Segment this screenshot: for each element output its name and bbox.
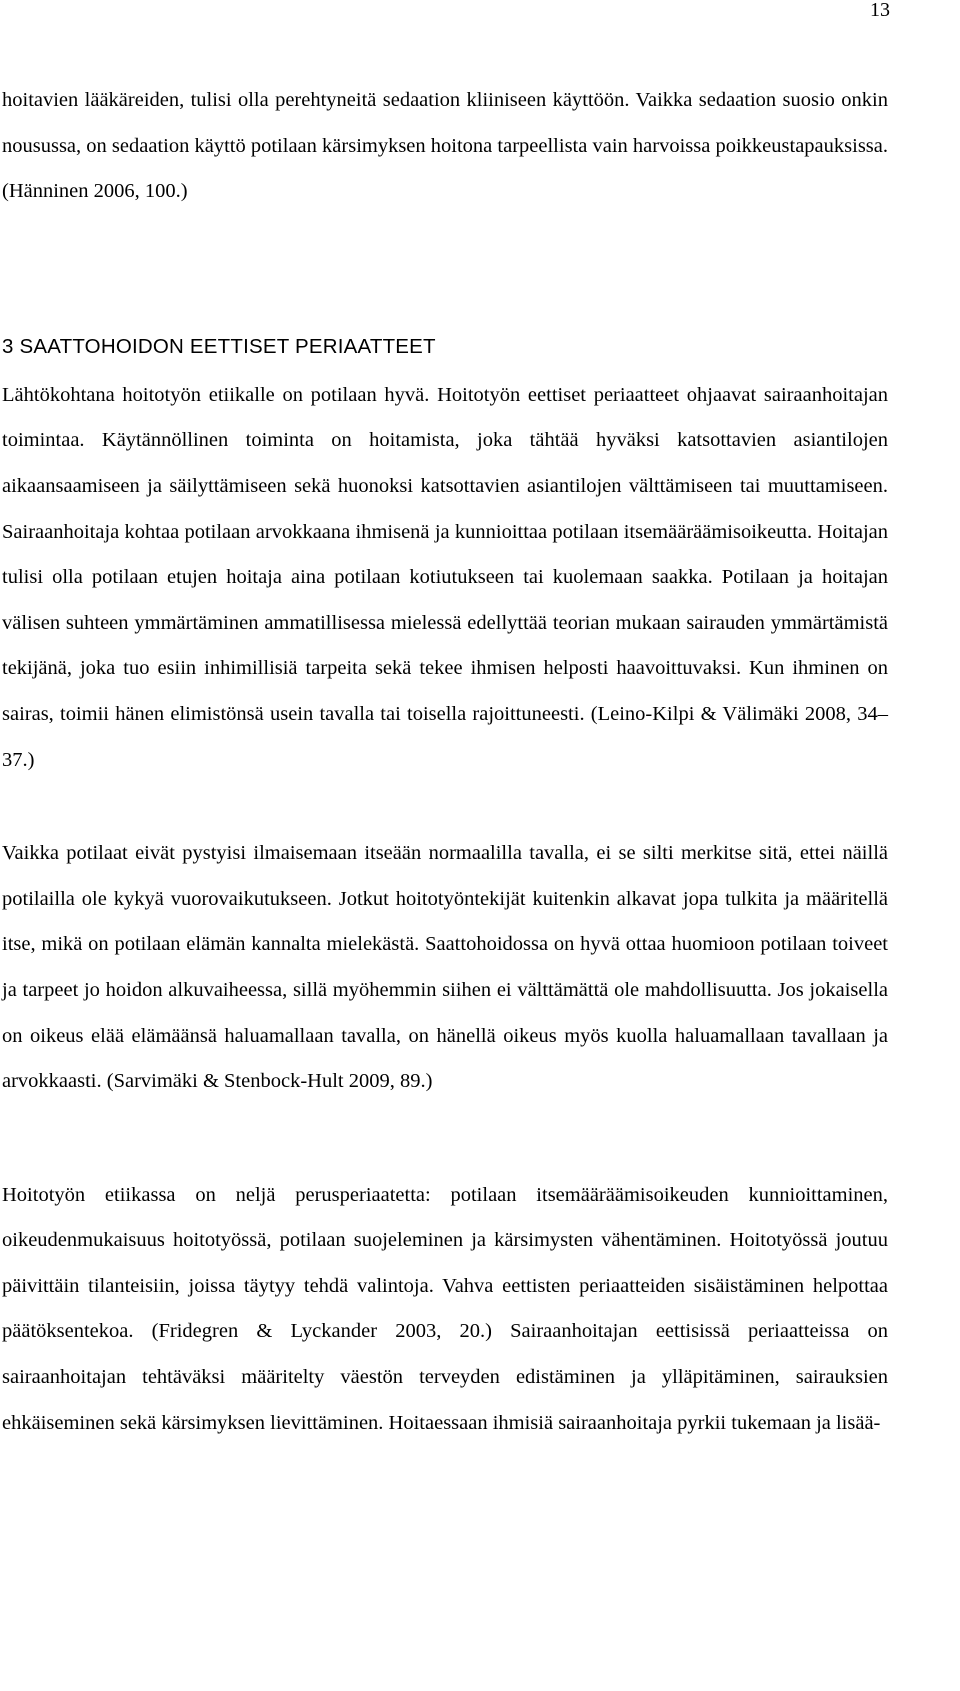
document-body (2, 78, 888, 1446)
paragraph-principles: Hoitotyön etiikassa on neljä perusperiaatetta: potilaan itsemääräämisoikeuden kunnioittaminen, oikeudenmukaisuus hoitotyössä, potilaan suojeleminen ja kärsimysten vähentäminen. Hoitotyössä joutuu päivittäin tilanteisiin, joissa täytyy tehdä valintoja. Vahva eettisten periaatteiden sisäistäminen helpottaa päätöksentekoa. (Fridegren & Lyckander 2003, 20.) Sairaanhoitajan eettisissä periaatteissa on sairaanhoitajan tehtäväksi määritelty väestön terveyden edistäminen ja ylläpitäminen, sairauksien ehkäiseminen sekä kärsimyksen lievittäminen. Hoitaessaan ihmisiä sairaanhoitaja pyrkii tukemaan ja lisää- (2, 1183, 888, 1434)
page-number: 13 (870, 0, 890, 21)
paragraph-ethics-basis: Lähtökohtana hoitotyön etiikalle on potilaan hyvä. Hoitotyön eettiset periaatteet ohjaavat sairaanhoitajan toimintaa. Käytännöllinen toiminta on hoitamista, joka tähtää hyväksi katsottavien asiantilojen aikaansaamiseen ja säilyttämiseen sekä huonoksi katsottavien asiantilojen välttämiseen tai muuttamiseen. Sairaanhoitaja kohtaa potilaan arvokkaana ihmisenä ja kunnioittaa potilaan itsemääräämisoikeutta. Hoitajan tulisi olla potilaan etujen hoitaja aina potilaan kotiutukseen tai kuolemaan saakka. Potilaan ja hoitajan välisen suhteen ymmärtäminen ammatillisessa mielessä edellyttää teorian mukaan sairauden ymmärtämistä tekijänä, joka tuo esiin inhimillisiä tarpeita sekä tekee ihmisen helposti haavoittuvaksi. Kun ihminen on sairas, toimii hänen elimistönsä usein tavalla tai toisella rajoittuneesti. (Leino-Kilpi & Välimäki 2008, 34–37.) (2, 383, 888, 771)
paragraph-patient-expression: Vaikka potilaat eivät pystyisi ilmaisemaan itseään normaalilla tavalla, ei se silti merkitse sitä, ettei näillä potilailla ole kykyä vuorovaikutukseen. Jotkut hoitotyöntekijät kuitenkin alkavat jopa tulkita ja määritellä itse, mikä on potilaan elämän kannalta mielekästä. Saattohoidossa on hyvä ottaa huomioon potilaan toiveet ja tarpeet jo hoidon alkuvaiheessa, sillä myöhemmin siihen ei välttämättä ole mahdollisuutta. Jos jokaisella on oikeus elää elämäänsä haluamallaan tavalla, on hänellä oikeus myös kuolla haluamallaan tavallaan ja arvokkaasti. (Sarvimäki & Stenbock-Hult 2009, 89.) (2, 842, 888, 1093)
section-heading: 3 SAATTOHOIDON EETTISET PERIAATTEET (2, 334, 436, 358)
paragraph-intro: hoitavien lääkäreiden, tulisi olla perehtyneitä sedaation kliiniseen käyttöön. Vaikka sedaation suosio onkin nousussa, on sedaation käyttö potilaan kärsimyksen hoitona tarpeellista vain harvoissa poikkeustapauksissa. (Hänninen 2006, 100.) (2, 89, 888, 203)
